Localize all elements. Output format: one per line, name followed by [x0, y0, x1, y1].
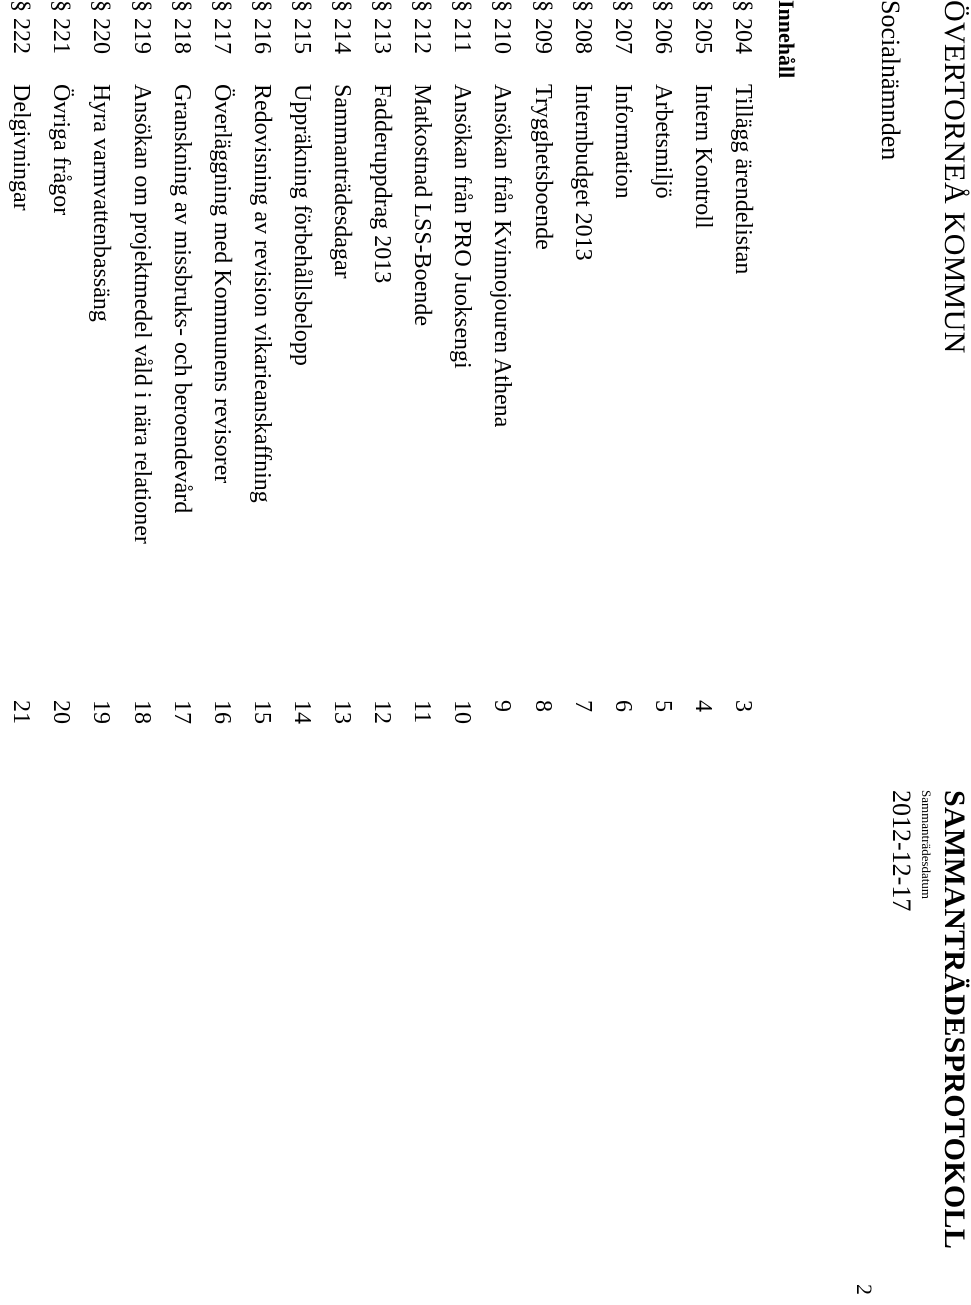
toc-section-number: § 216: [248, 0, 275, 54]
toc-item: [117, 0, 157, 740]
toc-item-title: Granskning av missbruks- och beroendevård: [168, 84, 195, 514]
toc-item: [76, 0, 116, 740]
toc-item-title: Överläggning med Kommunens revisorer: [208, 84, 235, 484]
toc-item: [317, 0, 357, 740]
toc-item-title: Ansökan från PRO Juoksengi: [449, 84, 476, 369]
toc-section-number: § 222: [8, 0, 35, 54]
toc-section-number: § 205: [689, 0, 716, 54]
toc-item-title: Sammanträdesdagar: [329, 84, 356, 279]
toc-item-title: Ansökan från Kvinnojouren Athena: [489, 84, 516, 428]
page-number: 2: [852, 1284, 877, 1295]
toc-page-number: 7: [569, 700, 596, 712]
toc-item-title: Internbudget 2013: [569, 84, 596, 261]
toc-item-title: Tillägg ärendelistan: [730, 84, 756, 275]
toc-item: [638, 0, 678, 740]
header-right: [888, 790, 969, 1249]
toc-section-number: § 214: [329, 0, 356, 54]
toc-item: [437, 0, 477, 740]
toc-item: [197, 0, 237, 740]
meeting-date: 2012-12-17: [887, 790, 916, 912]
toc-item: [517, 0, 557, 740]
toc-page-number: 9: [489, 700, 516, 712]
toc-item: [277, 0, 317, 740]
toc-item: [558, 0, 598, 740]
toc-section-number: § 209: [529, 0, 556, 54]
toc-section-number: § 207: [609, 0, 636, 54]
toc-section-number: § 213: [369, 0, 396, 54]
meeting-date-label: Sammanträdesdatum: [919, 790, 934, 900]
toc-section-number: § 220: [88, 0, 115, 54]
toc-page-number: 19: [88, 700, 115, 724]
toc-section-number: § 218: [168, 0, 195, 54]
toc-item: [36, 0, 76, 740]
toc-item-title: Information: [609, 84, 636, 199]
toc-page-number: 10: [449, 700, 476, 724]
toc-item: [157, 0, 197, 740]
toc-item: [598, 0, 638, 740]
toc-page-number: 18: [128, 700, 155, 724]
toc-page-number: 6: [609, 700, 636, 712]
toc-heading: Innehåll: [774, 0, 799, 79]
toc-section-number: § 211: [449, 0, 476, 54]
toc-page-number: 15: [248, 700, 275, 724]
toc-page-number: 13: [329, 700, 356, 724]
toc-section-number: § 215: [288, 0, 315, 54]
toc-item: [718, 0, 758, 740]
toc-item-title: Matkostnad LSS-Boende: [409, 84, 436, 326]
toc-section-number: § 204: [730, 0, 756, 54]
toc-item-title: Arbetsmiljö: [649, 84, 676, 199]
toc-item-title: Delgivningar: [8, 84, 35, 211]
toc-item-title: Hyra varmvattenbassäng: [88, 84, 115, 322]
toc-item-title: Övriga frågor: [48, 84, 75, 216]
toc-page-number: 16: [208, 700, 235, 724]
toc-section-number: § 219: [128, 0, 155, 54]
toc-item: [477, 0, 517, 740]
toc-item: [397, 0, 437, 740]
toc-page-number: 5: [649, 700, 676, 712]
document-type: SAMMANTRÄDESPROTOKOLL: [938, 790, 971, 1250]
municipality-name: ÖVERTORNEÅ KOMMUN: [938, 0, 971, 354]
toc-item-title: Trygghetsboende: [529, 84, 556, 250]
toc-item-title: Intern Kontroll: [689, 84, 716, 229]
toc-item-title: Redovisning av revision vikarieanskaffning: [248, 84, 275, 503]
table-of-contents: [0, 0, 758, 740]
toc-item: [0, 0, 36, 740]
toc-page-number: 20: [48, 700, 75, 724]
toc-item: [237, 0, 277, 740]
toc-page-number: 3: [730, 700, 756, 712]
toc-item: [678, 0, 718, 740]
toc-section-number: § 206: [649, 0, 676, 54]
toc-item-title: Ansökan om projektmedel våld i nära relationer: [128, 84, 155, 544]
toc-section-number: § 212: [409, 0, 436, 54]
header-left: [877, 0, 969, 354]
toc-page-number: 8: [529, 700, 556, 712]
toc-item-title: Uppräkning förbehållsbelopp: [288, 84, 315, 366]
toc-page-number: 12: [369, 700, 396, 724]
toc-page-number: 17: [168, 700, 195, 724]
toc-item: [357, 0, 397, 740]
toc-section-number: § 217: [208, 0, 235, 54]
toc-page-number: 11: [409, 700, 436, 724]
toc-page-number: 21: [8, 700, 35, 724]
toc-section-number: § 221: [48, 0, 75, 54]
toc-item-title: Fadderuppdrag 2013: [369, 84, 396, 284]
toc-section-number: § 210: [489, 0, 516, 54]
committee-name: Socialnämnden: [876, 0, 905, 161]
toc-page-number: 14: [288, 700, 315, 724]
toc-page-number: 4: [689, 700, 716, 712]
toc-section-number: § 208: [569, 0, 596, 54]
